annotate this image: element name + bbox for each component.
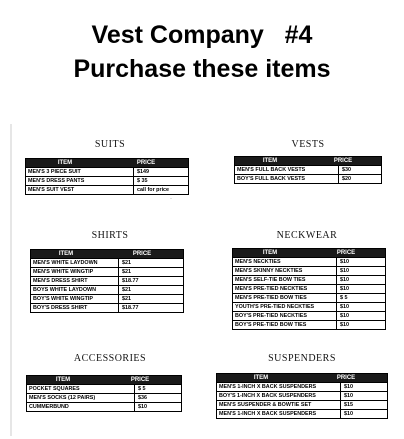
item-name: MEN'S NECKTIES (233, 258, 337, 266)
item-price: $ 5 (138, 386, 146, 392)
table-row (26, 185, 188, 194)
item-price: call for price (137, 187, 170, 193)
table-row (217, 391, 387, 400)
item-price: $21 (122, 296, 131, 302)
item-price: $10 (340, 259, 349, 265)
item-name: MEN'S 3 PIECE SUIT (26, 168, 134, 176)
price-table (216, 373, 388, 419)
item-price: $36 (138, 395, 147, 401)
header-title: Vest Company #4 (91, 21, 313, 49)
item-name: MEN'S SELF-TIE BOW TIES (233, 276, 337, 284)
table-row (27, 402, 181, 411)
item-price: $10 (340, 304, 349, 310)
table-row (235, 165, 381, 174)
section-accessories (20, 350, 200, 420)
item-name: MEN'S DRESS SHIRT (31, 277, 119, 285)
price-table (232, 248, 386, 330)
item-name: MEN'S DRESS PANTS (26, 177, 134, 185)
table-row (233, 320, 385, 329)
item-price: $10 (138, 404, 147, 410)
table-row (233, 257, 385, 266)
table-row (233, 302, 385, 311)
item-price: $10 (340, 277, 349, 283)
item-price: $20 (342, 176, 351, 182)
item-price: $15 (344, 402, 353, 408)
item-name: MEN'S SKINNY NECKTIES (233, 267, 337, 275)
item-price: $10 (340, 322, 349, 328)
item-name: CUMMERBUND (27, 403, 135, 411)
table-header (235, 157, 381, 165)
item-name: BOY'S 1-INCH X BACK SUSPENDERS (217, 392, 341, 400)
item-price: $ 35 (137, 178, 148, 184)
item-price: $21 (122, 260, 131, 266)
item-price: $10 (340, 268, 349, 274)
section-suspenders (212, 350, 392, 430)
table-header (31, 250, 183, 258)
price-table (234, 156, 382, 184)
table-row (26, 167, 188, 176)
table-row (233, 284, 385, 293)
item-name: MEN'S 1-INCH X BACK SUSPENDERS (217, 383, 341, 391)
table-row (31, 294, 183, 303)
table-row (31, 276, 183, 285)
column-header-price: PRICE (132, 251, 152, 257)
item-name: POCKET SQUARES (27, 385, 135, 393)
item-name: MEN'S FULL BACK VESTS (235, 166, 339, 174)
item-name: BOY'S WHITE WINGTIP (31, 295, 119, 303)
section-vests (228, 136, 388, 186)
item-name: BOY'S PRE-TIED NECKTIES (233, 312, 337, 320)
item-price: $30 (342, 167, 351, 173)
column-header-price: PRICE (333, 158, 353, 164)
item-price: $21 (122, 287, 131, 293)
item-price: $149 (137, 169, 149, 175)
table-header (217, 374, 387, 382)
section-title: ACCESSORIES (73, 353, 147, 364)
column-header-price: PRICE (136, 160, 156, 166)
table-row (27, 384, 181, 393)
header-subtitle: Purchase these items (73, 55, 331, 83)
item-price: $10 (344, 393, 353, 399)
price-table (26, 375, 182, 412)
column-header-item: ITEM (55, 377, 71, 383)
item-price: $10 (344, 411, 353, 417)
item-name: MEN'S SUSPENDER & BOWTIE SET (217, 401, 341, 409)
item-name: BOYS WHITE LAYDOWN (31, 286, 119, 294)
column-header-price: PRICE (336, 375, 356, 381)
item-name: MEN'S WHITE LAYDOWN (31, 259, 119, 267)
item-price: $10 (344, 384, 353, 390)
section-suits (20, 136, 200, 200)
column-header-price: PRICE (130, 377, 150, 383)
table-row (217, 400, 387, 409)
item-price: $10 (340, 313, 349, 319)
section-title: SUSPENDERS (268, 353, 336, 364)
section-shirts (20, 228, 200, 324)
item-price: $ 5 (340, 295, 348, 301)
table-row (31, 285, 183, 294)
table-row (235, 174, 381, 183)
item-name: MEN'S PRE-TIED BOW TIES (233, 294, 337, 302)
item-price: $10 (340, 286, 349, 292)
column-header-item: ITEM (57, 160, 73, 166)
table-row (233, 266, 385, 275)
column-header-item: ITEM (262, 158, 278, 164)
table-row (233, 293, 385, 302)
table-row (217, 382, 387, 391)
section-title: NECKWEAR (276, 230, 338, 241)
item-name: MEN'S PRE-TIED NECKTIES (233, 285, 337, 293)
item-price: $18.77 (122, 278, 139, 284)
sheet-edge (10, 124, 12, 436)
page-header (0, 18, 404, 86)
table-row (217, 409, 387, 418)
table-row (26, 176, 188, 185)
column-header-price: PRICE (336, 250, 356, 256)
item-price: $21 (122, 269, 131, 275)
column-header-item: ITEM (253, 375, 269, 381)
table-row (31, 258, 183, 267)
section-neckwear (222, 228, 392, 338)
item-name: BOY'S DRESS SHIRT (31, 304, 119, 312)
item-name: BOY'S PRE-TIED BOW TIES (233, 321, 337, 329)
item-name: MEN'S WHITE WINGTIP (31, 268, 119, 276)
section-title: SUITS (94, 139, 126, 150)
table-header (26, 159, 188, 167)
item-name: BOY'S FULL BACK VESTS (235, 175, 339, 183)
table-row (233, 311, 385, 320)
section-title: SHIRTS (91, 230, 129, 241)
table-row (31, 303, 183, 312)
section-title: VESTS (291, 139, 325, 150)
table-row (31, 267, 183, 276)
table-row (233, 275, 385, 284)
item-price: $18.77 (122, 305, 139, 311)
item-name: MEN'S 1-INCH X BACK SUSPENDERS (217, 410, 341, 418)
price-table (30, 249, 184, 313)
price-table (25, 158, 189, 195)
table-row (27, 393, 181, 402)
table-header (27, 376, 181, 384)
item-name: YOUTH'S PRE-TIED NECKTIES (233, 303, 337, 311)
item-name: MEN'S SUIT VEST (26, 186, 134, 194)
table-header (233, 249, 385, 257)
item-name: MEN'S SOCKS (12 PAIRS) (27, 394, 135, 402)
column-header-item: ITEM (262, 250, 278, 256)
column-header-item: ITEM (58, 251, 74, 257)
stray-mark: · (170, 196, 172, 202)
